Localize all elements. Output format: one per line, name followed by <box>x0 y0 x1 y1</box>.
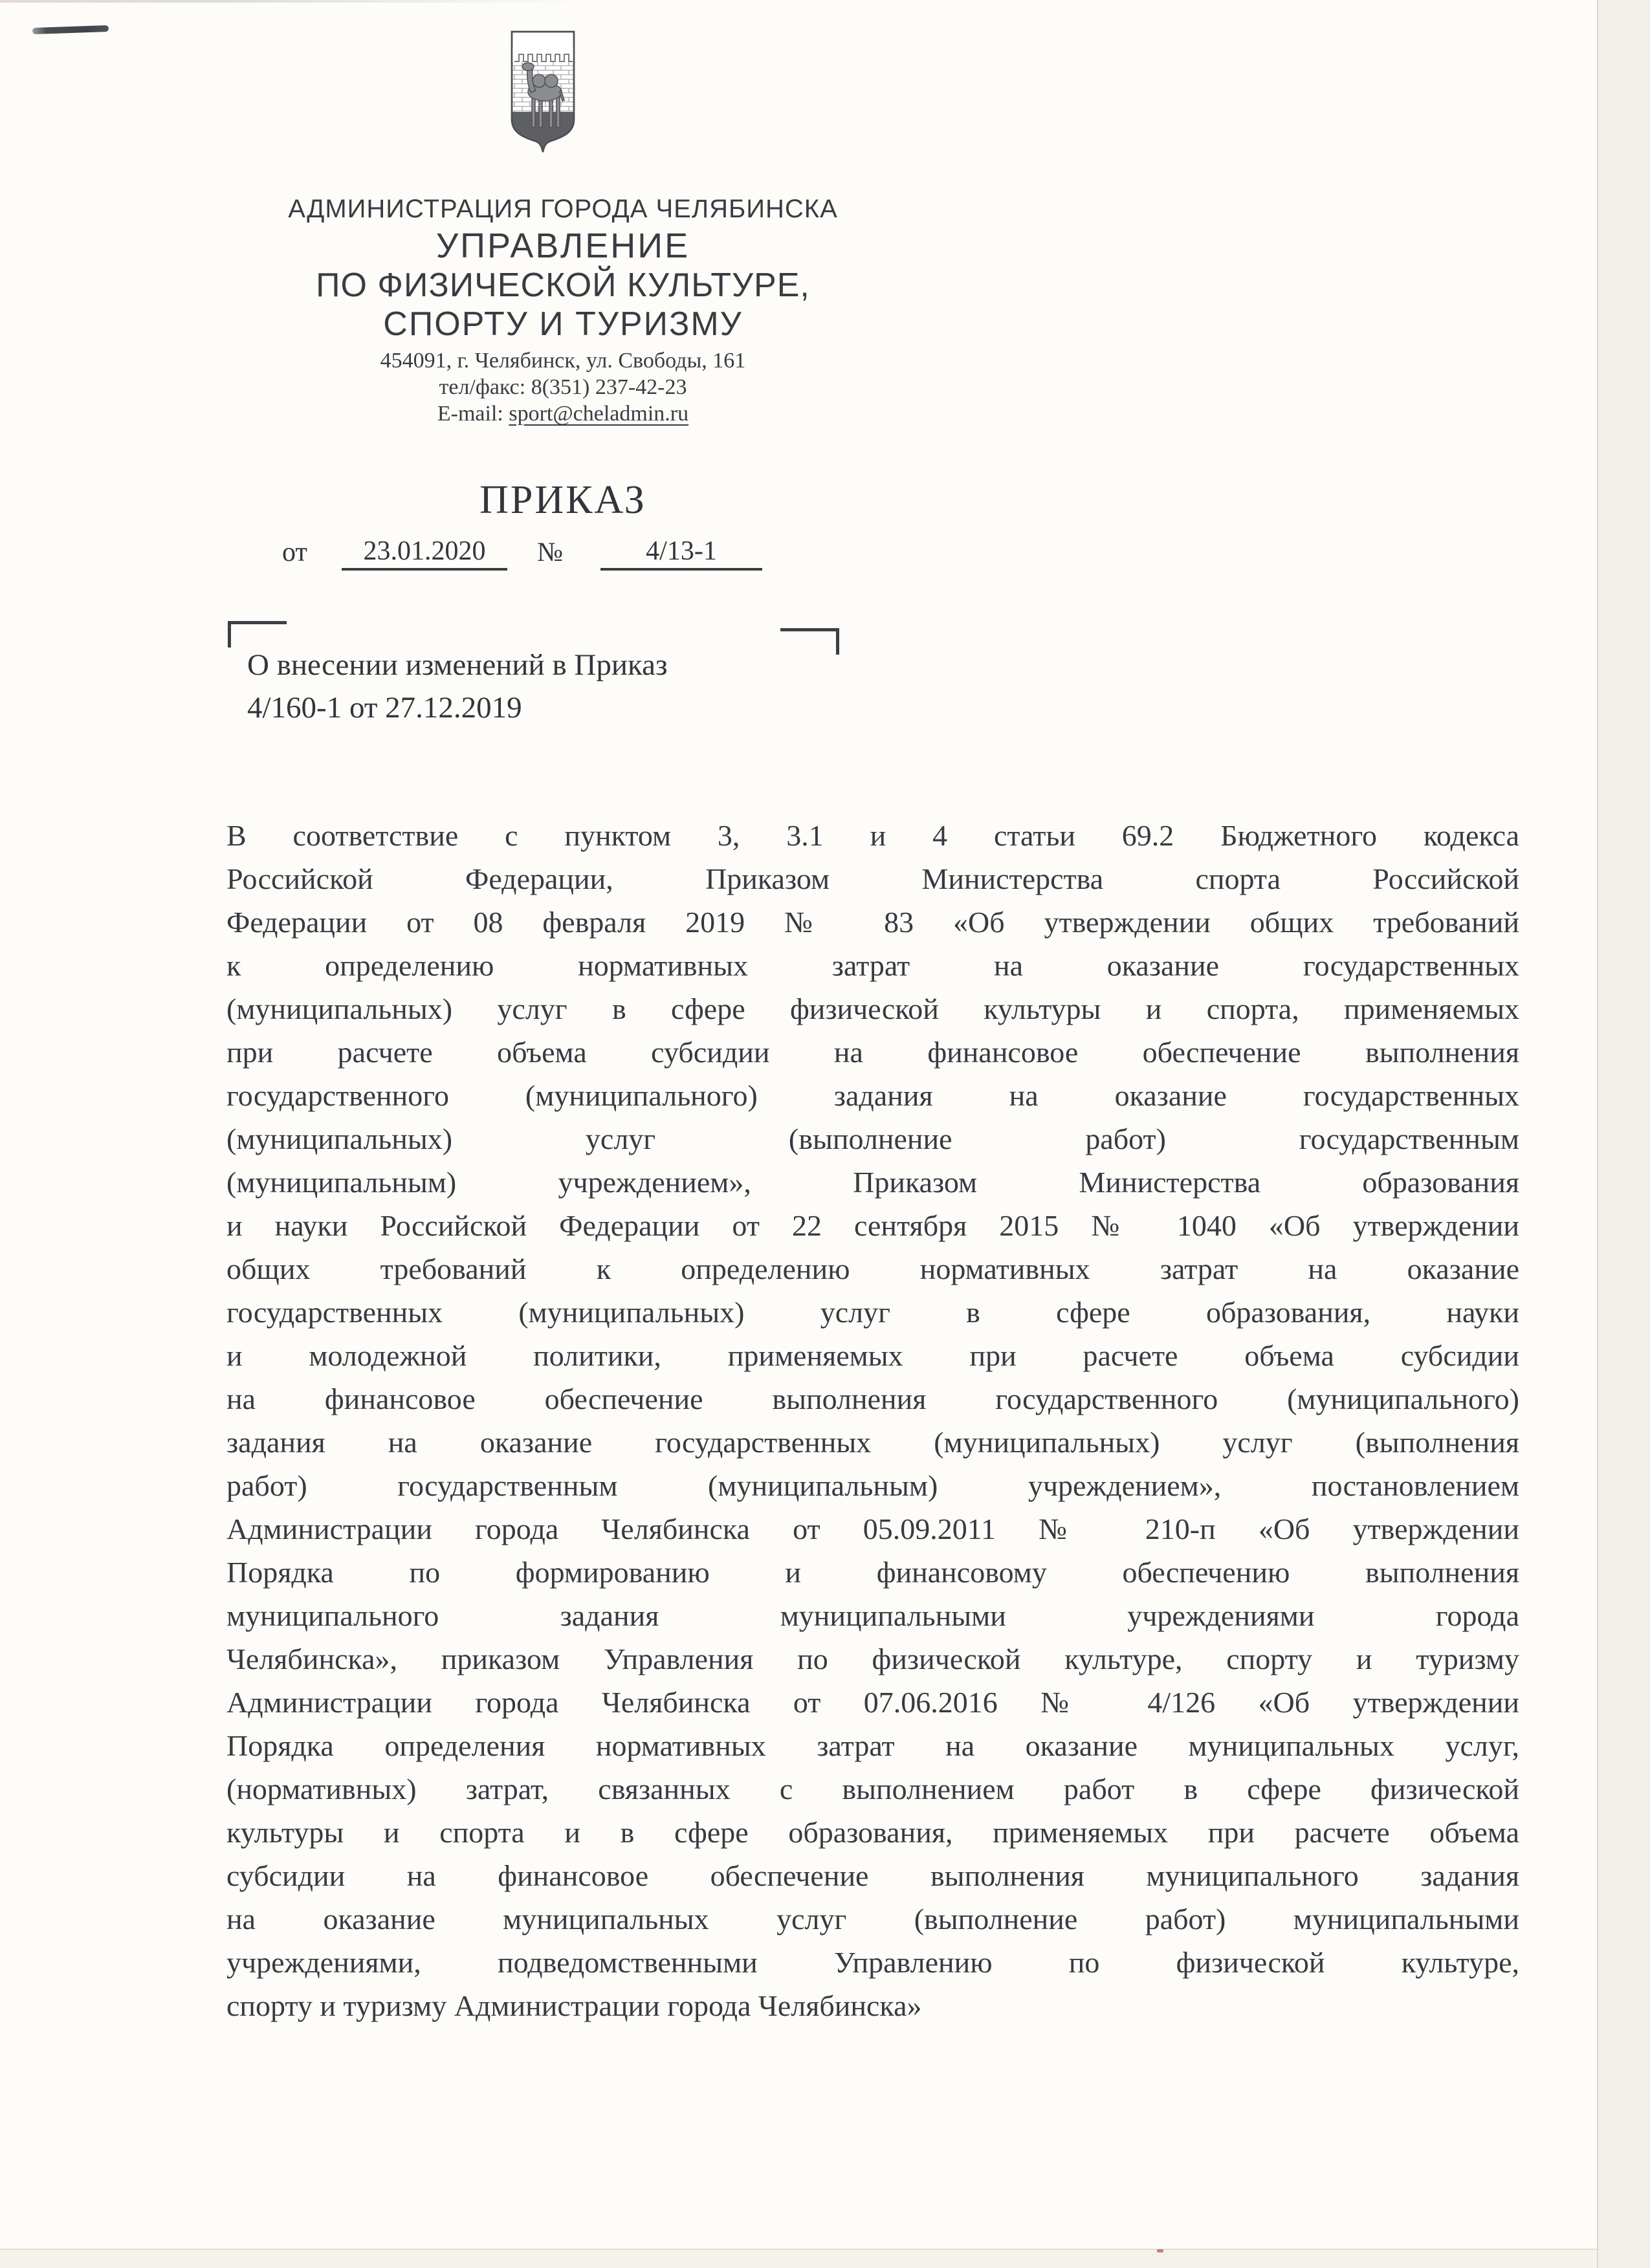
page-bottom-edge <box>0 2249 1597 2268</box>
staple-mark <box>32 25 109 34</box>
email-label: E-mail: <box>437 402 509 426</box>
date-value: 23.01.2020 <box>363 536 486 566</box>
body-line: при расчете объема субсидии на финансовое обеспечение выполнения <box>226 1036 1519 1069</box>
page-right-edge <box>1597 0 1650 2268</box>
date-label: от <box>282 538 307 567</box>
body-line: спорту и туризму Администрации города Челябинска» <box>226 1989 922 2022</box>
body-line: Федерации от 08 февраля 2019 № 83 «Об утверждении общих требований <box>226 906 1519 939</box>
org-name-line4: СПОРТУ И ТУРИЗМУ <box>383 305 743 343</box>
email-address: sport@cheladmin.ru <box>509 402 689 426</box>
body-line: культуры и спорта и в сфере образования, применяемых при расчете объема <box>226 1816 1519 1849</box>
body-line: субсидии на финансовое обеспечение выполнения муниципального задания <box>226 1859 1519 1892</box>
org-name-line2: УПРАВЛЕНИЕ <box>435 226 690 265</box>
body-line: (нормативных) затрат, связанных с выполнением работ в сфере физической <box>226 1772 1519 1805</box>
body-line: Администрации города Челябинска от 05.09.2011 № 210-п «Об утверждении <box>226 1512 1519 1545</box>
org-phone: тел/факс: 8(351) 237-42-23 <box>439 375 687 399</box>
body-line: Российской Федерации, Приказом Министерства спорта Российской <box>226 862 1519 895</box>
body-line: Челябинска», приказом Управления по физической культуре, спорту и туризму <box>226 1642 1519 1675</box>
subject-block <box>247 644 881 729</box>
org-email-line <box>236 400 890 427</box>
body-line: учреждениями, подведомственными Управлению по физической культуре, <box>226 1946 1519 1979</box>
body-line: государственного (муниципального) задания на оказание государственных <box>226 1079 1519 1112</box>
date-number-row <box>0 532 1650 571</box>
body-line: государственных (муниципальных) услуг в сфере образования, науки <box>226 1296 1519 1329</box>
document-title: ПРИКАЗ <box>479 478 646 522</box>
chelyabinsk-coat-of-arms <box>507 29 579 156</box>
body-line: (муниципальным) учреждением», Приказом Министерства образования <box>226 1166 1519 1199</box>
body-line: на финансовое обеспечение выполнения государственного (муниципального) <box>226 1382 1519 1415</box>
body-line: Администрации города Челябинска от 07.06.2016 № 4/126 «Об утверждении <box>226 1686 1519 1719</box>
body-line: работ) государственным (муниципальным) учреждением», постановлением <box>226 1469 1519 1502</box>
body-line: к определению нормативных затрат на оказание государственных <box>226 949 1519 982</box>
org-contacts <box>236 347 890 427</box>
body-line: общих требований к определению нормативных затрат на оказание <box>226 1252 1519 1285</box>
body-line: Порядка определения нормативных затрат на оказание муниципальных услуг, <box>226 1729 1519 1762</box>
scan-top-edge-artifact <box>0 0 582 3</box>
body-line: и науки Российской Федерации от 22 сентября 2015 № 1040 «Об утверждении <box>226 1209 1519 1242</box>
body-line: и молодежной политики, применяемых при расчете объема субсидии <box>226 1339 1519 1372</box>
order-body-paragraph <box>226 814 1519 2027</box>
coat-of-arms-shield-icon <box>507 29 579 156</box>
body-line: (муниципальных) услуг в сфере физической культуры и спорта, применяемых <box>226 992 1519 1025</box>
org-name-line1: АДМИНИСТРАЦИЯ ГОРОДА ЧЕЛЯБИНСКА <box>288 195 838 223</box>
org-address: 454091, г. Челябинск, ул. Свободы, 161 <box>380 349 746 373</box>
body-line: Порядка по формированию и финансовому обеспечению выполнения <box>226 1556 1519 1589</box>
number-label: № <box>537 538 564 567</box>
body-line: (муниципальных) услуг (выполнение работ) государственным <box>226 1122 1519 1155</box>
body-line: В соответствие с пунктом 3, 3.1 и 4 статьи 69.2 Бюджетного кодекса <box>226 819 1519 852</box>
body-line: на оказание муниципальных услуг (выполнение работ) муниципальными <box>226 1903 1519 1935</box>
body-line: муниципального задания муниципальными учреждениями города <box>226 1599 1519 1632</box>
subject-line-1: О внесении изменений в Приказ <box>247 648 668 682</box>
body-line: задания на оказание государственных (муниципальных) услуг (выполнения <box>226 1426 1519 1459</box>
subject-line-2: 4/160-1 от 27.12.2019 <box>247 691 522 725</box>
letterhead <box>236 192 890 427</box>
date-field <box>342 532 507 571</box>
number-field <box>600 532 762 571</box>
org-name-line3: ПО ФИЗИЧЕСКОЙ КУЛЬТУРЕ, <box>316 267 810 304</box>
number-value: 4/13-1 <box>646 536 717 566</box>
scan-speck <box>1157 2249 1163 2252</box>
